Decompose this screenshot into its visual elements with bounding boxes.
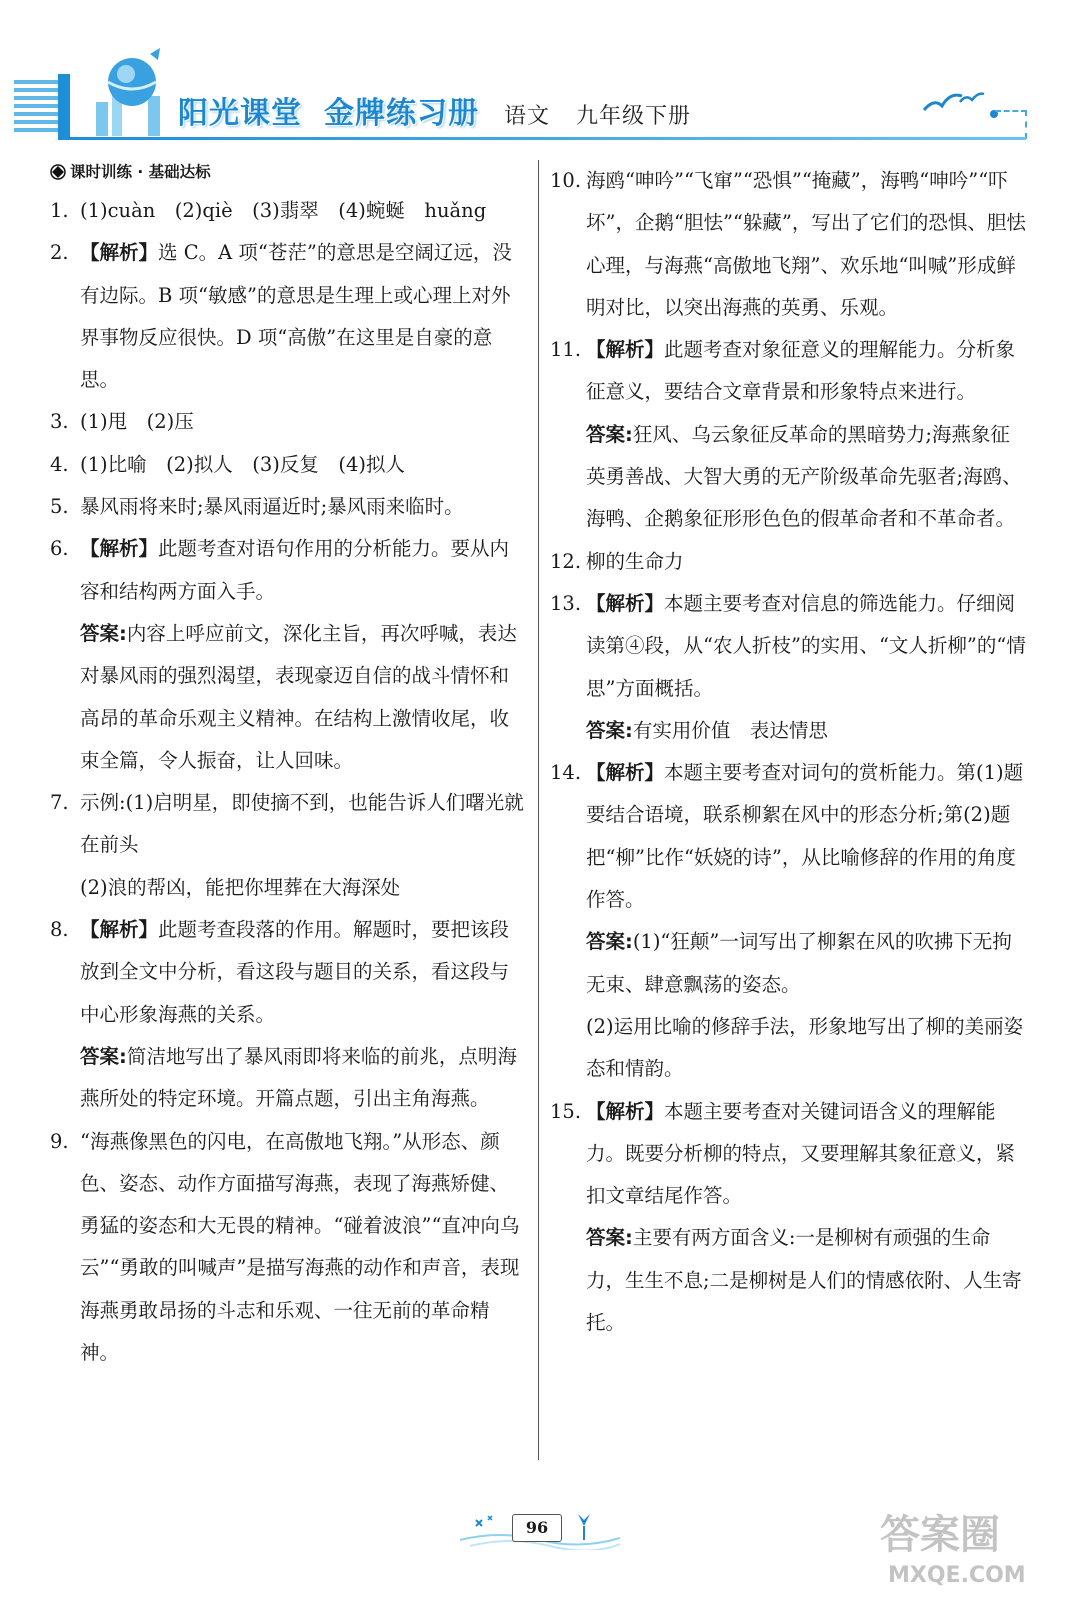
question-text: (1)甩 (2)压 (80, 410, 194, 434)
question-number: 1. (50, 199, 69, 222)
question-number: 12. (550, 549, 582, 573)
question-7-sub: (2)浪的帮凶，能把你埋葬在大海深处 (80, 875, 401, 899)
question-9 (50, 1121, 528, 1375)
section-bullet-icon (50, 164, 66, 180)
answer-label: 答案: (586, 1226, 633, 1250)
analysis-text: 此题考查对语句作用的分析能力。要从内容和结构两方面入手。 (80, 537, 510, 603)
question-14 (550, 752, 1028, 921)
question-number: 2. (50, 241, 69, 265)
question-number: 14. (550, 761, 582, 785)
page-number: 96 (512, 1514, 562, 1542)
answer-label: 答案: (586, 422, 633, 446)
question-13-answer (550, 710, 1028, 752)
question-text: (1)cuàn (2)qiè (3)翡翠 (4)蜿蜒 huǎng (80, 199, 487, 222)
question-3 (50, 401, 528, 443)
header-vertical-bar (58, 74, 70, 140)
seagulls-icon (920, 82, 1000, 122)
analysis-tag: 【解析】 (586, 1099, 665, 1123)
header-stripes (14, 80, 62, 138)
analysis-tag: 【解析】 (586, 591, 665, 615)
brand-name: 阳光课堂 (178, 96, 302, 131)
watermark-logo-icon (870, 1500, 1060, 1590)
question-number: 6. (50, 537, 69, 561)
question-14-answer (550, 921, 1028, 1006)
analysis-tag: 【解析】 (586, 338, 665, 362)
question-text: 示例:(1)启明星，即使摘不到，也能告诉人们曙光就在前头 (80, 791, 524, 857)
question-12 (550, 541, 1028, 583)
question-8 (50, 909, 528, 1036)
analysis-text: 选 C。A 项“苍茫”的意思是空阔辽远，没有边际。B 项“敏感”的意思是生理上或心理上对外界事物反应很快。D 项“高傲”在这里是自豪的意思。 (80, 241, 512, 392)
question-7 (50, 782, 528, 867)
question-number: 11. (550, 338, 582, 362)
right-column (550, 160, 1028, 1344)
grade-label: 九年级下册 (576, 104, 692, 129)
question-text: 暴风雨将来时;暴风雨逼近时;暴风雨来临时。 (80, 495, 464, 519)
analysis-text: 此题考查对象征意义的理解能力。分析象征意义，要结合文章背景和形象特点来进行。 (586, 338, 1016, 404)
page-footer (460, 1500, 620, 1550)
answer-text: 内容上呼应前文，深化主旨，再次呼喊，表达对暴风雨的强烈渴望，表现豪迈自信的战斗情怀和高昂的革命乐观主义精神。在结构上激情收尾，收束全篇，令人振奋，让人回味。 (80, 621, 517, 772)
answer-text: 有实用价值 表达情思 (632, 718, 828, 742)
header-dashed-corner (995, 110, 1027, 139)
page-header (0, 0, 1070, 150)
question-5 (50, 486, 528, 528)
header-title (178, 88, 501, 132)
answer-text: (1)“狂颠”一词写出了柳絮在风的吹拂下无拘无束、肆意飘荡的姿态。 (586, 930, 1012, 996)
analysis-tag: 【解析】 (586, 761, 665, 785)
question-text: 柳的生命力 (586, 549, 684, 573)
question-11-answer (550, 414, 1028, 541)
question-number: 3. (50, 410, 69, 434)
question-6-answer (50, 613, 528, 782)
answer-label: 答案: (586, 718, 633, 742)
answer-label: 答案: (80, 1044, 127, 1068)
answer-text: 狂风、乌云象征反革命的黑暗势力;海燕象征英勇善战、大智大勇的无产阶级革命先驱者;海鸥、海鸭、企鹅象征形形色色的假革命者和不革命者。 (586, 422, 1022, 531)
question-10 (550, 160, 1028, 329)
answer-text: 简洁地写出了暴风雨即将来临的前兆，点明海燕所处的特定环境。开篇点题，引出主角海燕。 (80, 1044, 517, 1111)
series-name: 金牌练习册 (324, 96, 479, 131)
header-rule (70, 137, 1026, 140)
question-15-answer (550, 1217, 1028, 1344)
analysis-text: 本题主要考查对关键词语含义的理解能力。既要分析柳的特点，又要理解其象征意义，紧扣文章结尾作答。 (586, 1099, 1016, 1208)
question-number: 5. (50, 495, 69, 519)
answer-label: 答案: (80, 621, 127, 645)
question-13 (550, 583, 1028, 710)
question-text: “海燕像黑色的闪电，在高傲地飞翔。”从形态、颜色、姿态、动作方面描写海燕，表现了海燕矫健、勇猛的姿态和大无畏的精神。“碰着波浪”“直冲向乌云”“勇敢的叫喊声”是描写海燕的动作和声音，表现海燕勇敢昂扬的斗志和乐观、一往无前的革命精神。 (80, 1129, 520, 1365)
section-heading (50, 160, 528, 184)
column-divider (538, 160, 539, 1460)
subject-label: 语文 (504, 104, 551, 129)
question-number: 15. (550, 1099, 582, 1123)
question-number: 13. (550, 591, 582, 615)
question-6 (50, 528, 528, 613)
analysis-tag: 【解析】 (80, 537, 159, 561)
question-number: 7. (50, 791, 69, 815)
watermark-site: MXQE.COM (888, 1563, 1026, 1588)
analysis-text: 此题考查段落的作用。解题时，要把该段放到全文中分析，看这段与题目的关系，看这段与中心形象海燕的关系。 (80, 918, 510, 1026)
question-11 (550, 329, 1028, 414)
section-title: 课时训练 · 基础达标 (70, 163, 211, 181)
answer-text: 主要有两方面含义:一是柳树有顽强的生命力，生生不息;二是柳树是人们的情感依附、人生寄托。 (586, 1226, 1022, 1335)
analysis-tag: 【解析】 (80, 918, 159, 942)
question-number: 8. (50, 918, 69, 942)
question-14-sub: (2)运用比喻的修辞手法，形象地写出了柳的美丽姿态和情韵。 (586, 1014, 1024, 1081)
analysis-text: 本题主要考查对词句的赏析能力。第(1)题要结合语境，联系柳絮在风中的形态分析;第(2)题把“柳”比作“妖娆的诗”，从比喻修辞的作用的角度作答。 (586, 761, 1024, 912)
question-number: 9. (50, 1129, 69, 1153)
globe-logo-icon (88, 40, 178, 140)
answer-label: 答案: (586, 930, 633, 954)
question-text: (1)比喻 (2)拟人 (3)反复 (4)拟人 (80, 452, 405, 476)
question-8-answer (50, 1036, 528, 1121)
left-column (50, 160, 528, 1374)
question-2 (50, 232, 528, 401)
question-4 (50, 444, 528, 486)
question-number: 4. (50, 452, 69, 476)
question-15 (550, 1091, 1028, 1218)
question-1 (50, 190, 528, 232)
watermark-text: 答案圈 (880, 1512, 1000, 1558)
analysis-text: 本题主要考查对信息的筛选能力。仔细阅读第④段，从“农人折枝”的实用、“文人折柳”的“情思”方面概括。 (586, 591, 1026, 700)
analysis-tag: 【解析】 (80, 241, 159, 265)
question-text: 海鸥“呻吟”“飞窜”“恐惧”“掩藏”，海鸭“呻吟”“吓坏”，企鹅“胆怯”“躲藏”，写出了它们的恐惧、胆怯心理，与海燕“高傲地飞翔”、欢乐地“叫喊”形成鲜明对比，以突出海燕的英勇、乐观。 (586, 169, 1026, 319)
header-subject (504, 99, 691, 130)
question-number: 10. (550, 169, 582, 192)
